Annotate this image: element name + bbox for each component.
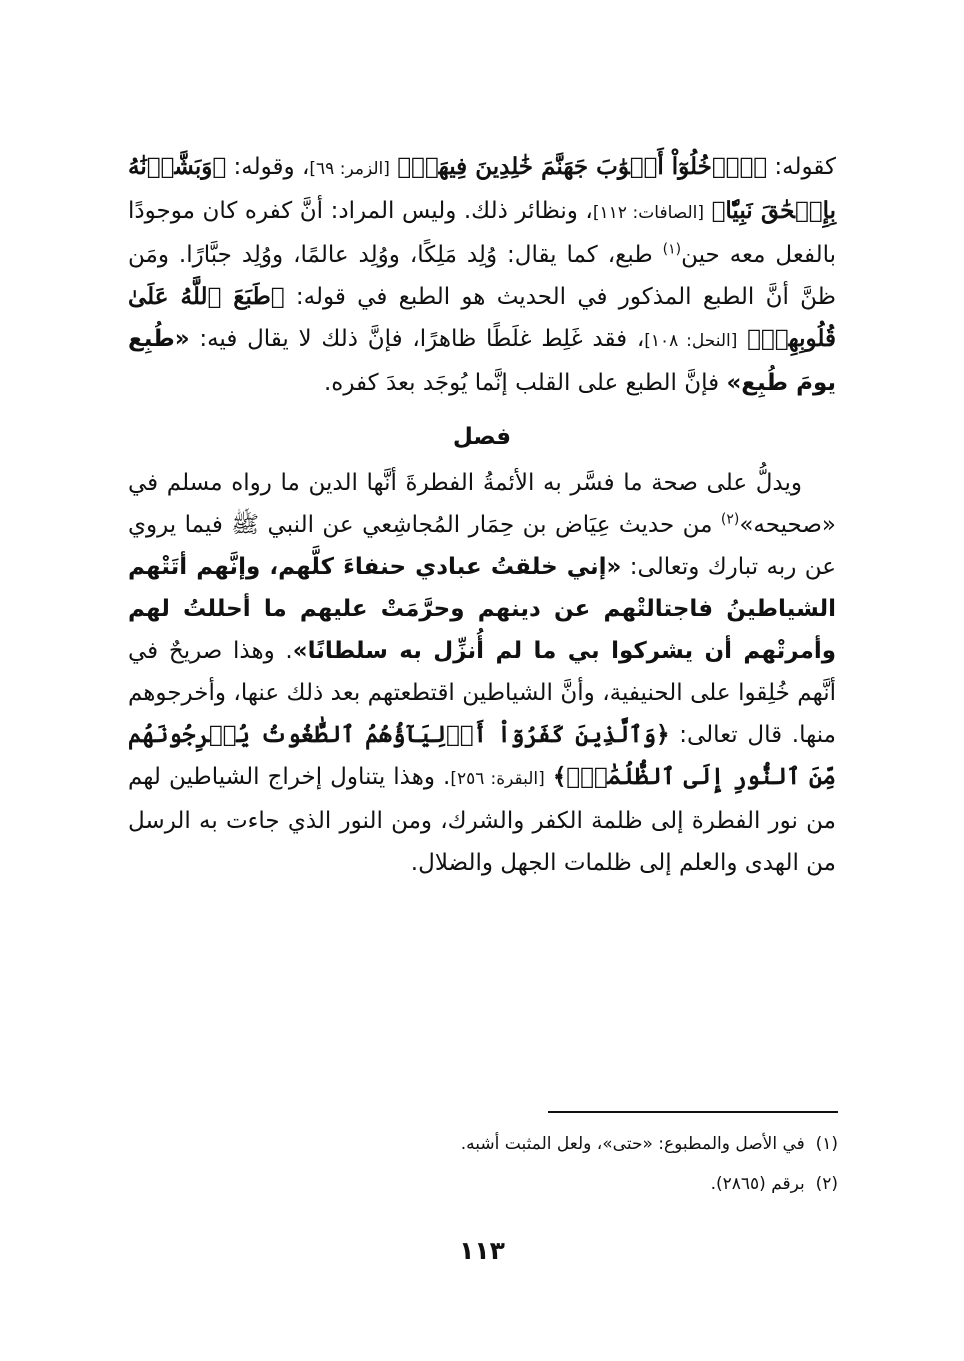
- text-segment: ويدلُّ على صحة ما فسَّر به الأئمةُ الفطرةَ أنَّها الدين ما رواه مسلم في «صحيحه»: [128, 470, 836, 538]
- text-segment: كقوله:: [767, 154, 836, 180]
- text-segment: «إني خلقتُ عبادي حنفاءَ كلَّهم، وإنَّهم أتَتْهم الشياطينُ فاجتالتْهم عن دينهم وحرَّمَتْ عليهم ما أحللتُ لهم وأمرتْهم أن يشركوا بي ما لم أُنزِّل به سلطانًا»: [128, 554, 836, 664]
- text-segment: ﴿ٱدۡخُلُوٓاْ أَبۡوَٰبَ جَهَنَّمَ خَٰلِدِينَ فِيهَاۖ﴾: [397, 153, 768, 180]
- text-segment: فإنَّ الطبع على القلب إنَّما يُوجَد بعدَ كفره.: [324, 370, 727, 396]
- text-segment: (١): [662, 241, 682, 258]
- text-segment: ، ونظائر ذلك. وليس المراد: أنَّ كفره كان موجودًا بالفعل معه حين: [128, 198, 836, 268]
- text-segment: [النحل: ١٠٨]: [644, 331, 738, 351]
- page-number: ١١٣: [459, 1236, 505, 1265]
- text-segment: [737, 326, 747, 352]
- text-segment: ﴿وَٱلَّذِينَ كَفَرُوٓاْ أَوۡلِيَآؤُهُمُ ٱلطَّٰغُوتُ يُخۡرِجُونَهُم مِّنَ ٱلنُّورِ إِلَى ٱلظُّلُمَٰتِۗ﴾: [128, 721, 837, 790]
- text-segment: من حديث عِيَاض بن حِمَار المُجاشِعي عن النبي ﷺ فيما يروي عن ربه تبارك وتعالى:: [128, 512, 836, 580]
- footnote-number: (٢): [815, 1174, 838, 1194]
- text-segment: ﴿وَبَشَّرۡنَٰهُ بِإِسۡحَٰقَ نَبِيّٗا﴾: [128, 153, 836, 224]
- text-segment: . وهذا يتناول إخراج الشياطين لهم من نور الفطرة إلى ظلمة الكفر والشرك، ومن النور الذي جاءت به الرسل من الهدى والعلم إلى ظلمات الجهل والضلال.: [128, 764, 836, 876]
- text-segment: ، وقوله:: [226, 154, 310, 180]
- text-segment: [البقرة: ٢٥٦]: [450, 769, 545, 789]
- footnote-text: في الأصل والمطبوع: «حتى»، ولعل المثبت أشبه.: [460, 1134, 805, 1154]
- text-segment: ، فقد غَلِط غلَطًا ظاهرًا، فإنَّ ذلك لا يقال فيه:: [189, 326, 645, 352]
- paragraph-1: [128, 146, 836, 404]
- text-segment: [545, 764, 553, 790]
- footnote-2: [300, 1164, 838, 1204]
- section-heading: فصل: [452, 424, 512, 450]
- text-segment: طبع، كما يقال: وُلِد مَلِكًا، ووُلِد عالمًا، ووُلِد جبَّارًا. ومَن ظنَّ أنَّ الطبع المذكور في الحديث هو الطبع في قوله:: [128, 242, 836, 310]
- footnote-divider: [548, 1111, 838, 1113]
- footnotes: [300, 1124, 838, 1204]
- footnote-text: برقم (٢٨٦٥).: [710, 1174, 805, 1194]
- footnote-number: (١): [815, 1134, 838, 1154]
- text-segment: . وهذا صريحٌ في أنَّهم خُلِقوا على الحنيفية، وأنَّ الشياطين اقتطعتهم بعد ذلك عنها، وأخرجوهم منها. قال تعالى:: [128, 638, 836, 748]
- paragraph-2: [128, 462, 836, 884]
- text-segment: «طُبِع يومَ طُبِع»: [128, 326, 836, 396]
- main-text: [128, 146, 836, 884]
- text-segment: (٢): [720, 511, 740, 528]
- text-segment: ﴿طَبَعَ ٱللَّهُ عَلَىٰ قُلُوبِهِمۡ﴾: [128, 283, 836, 352]
- text-segment: [704, 198, 712, 224]
- footnote-1: [300, 1124, 838, 1164]
- text-segment: [الزمر: ٦٩]: [309, 159, 390, 179]
- text-segment: [الصافات: ١١٢]: [592, 203, 705, 223]
